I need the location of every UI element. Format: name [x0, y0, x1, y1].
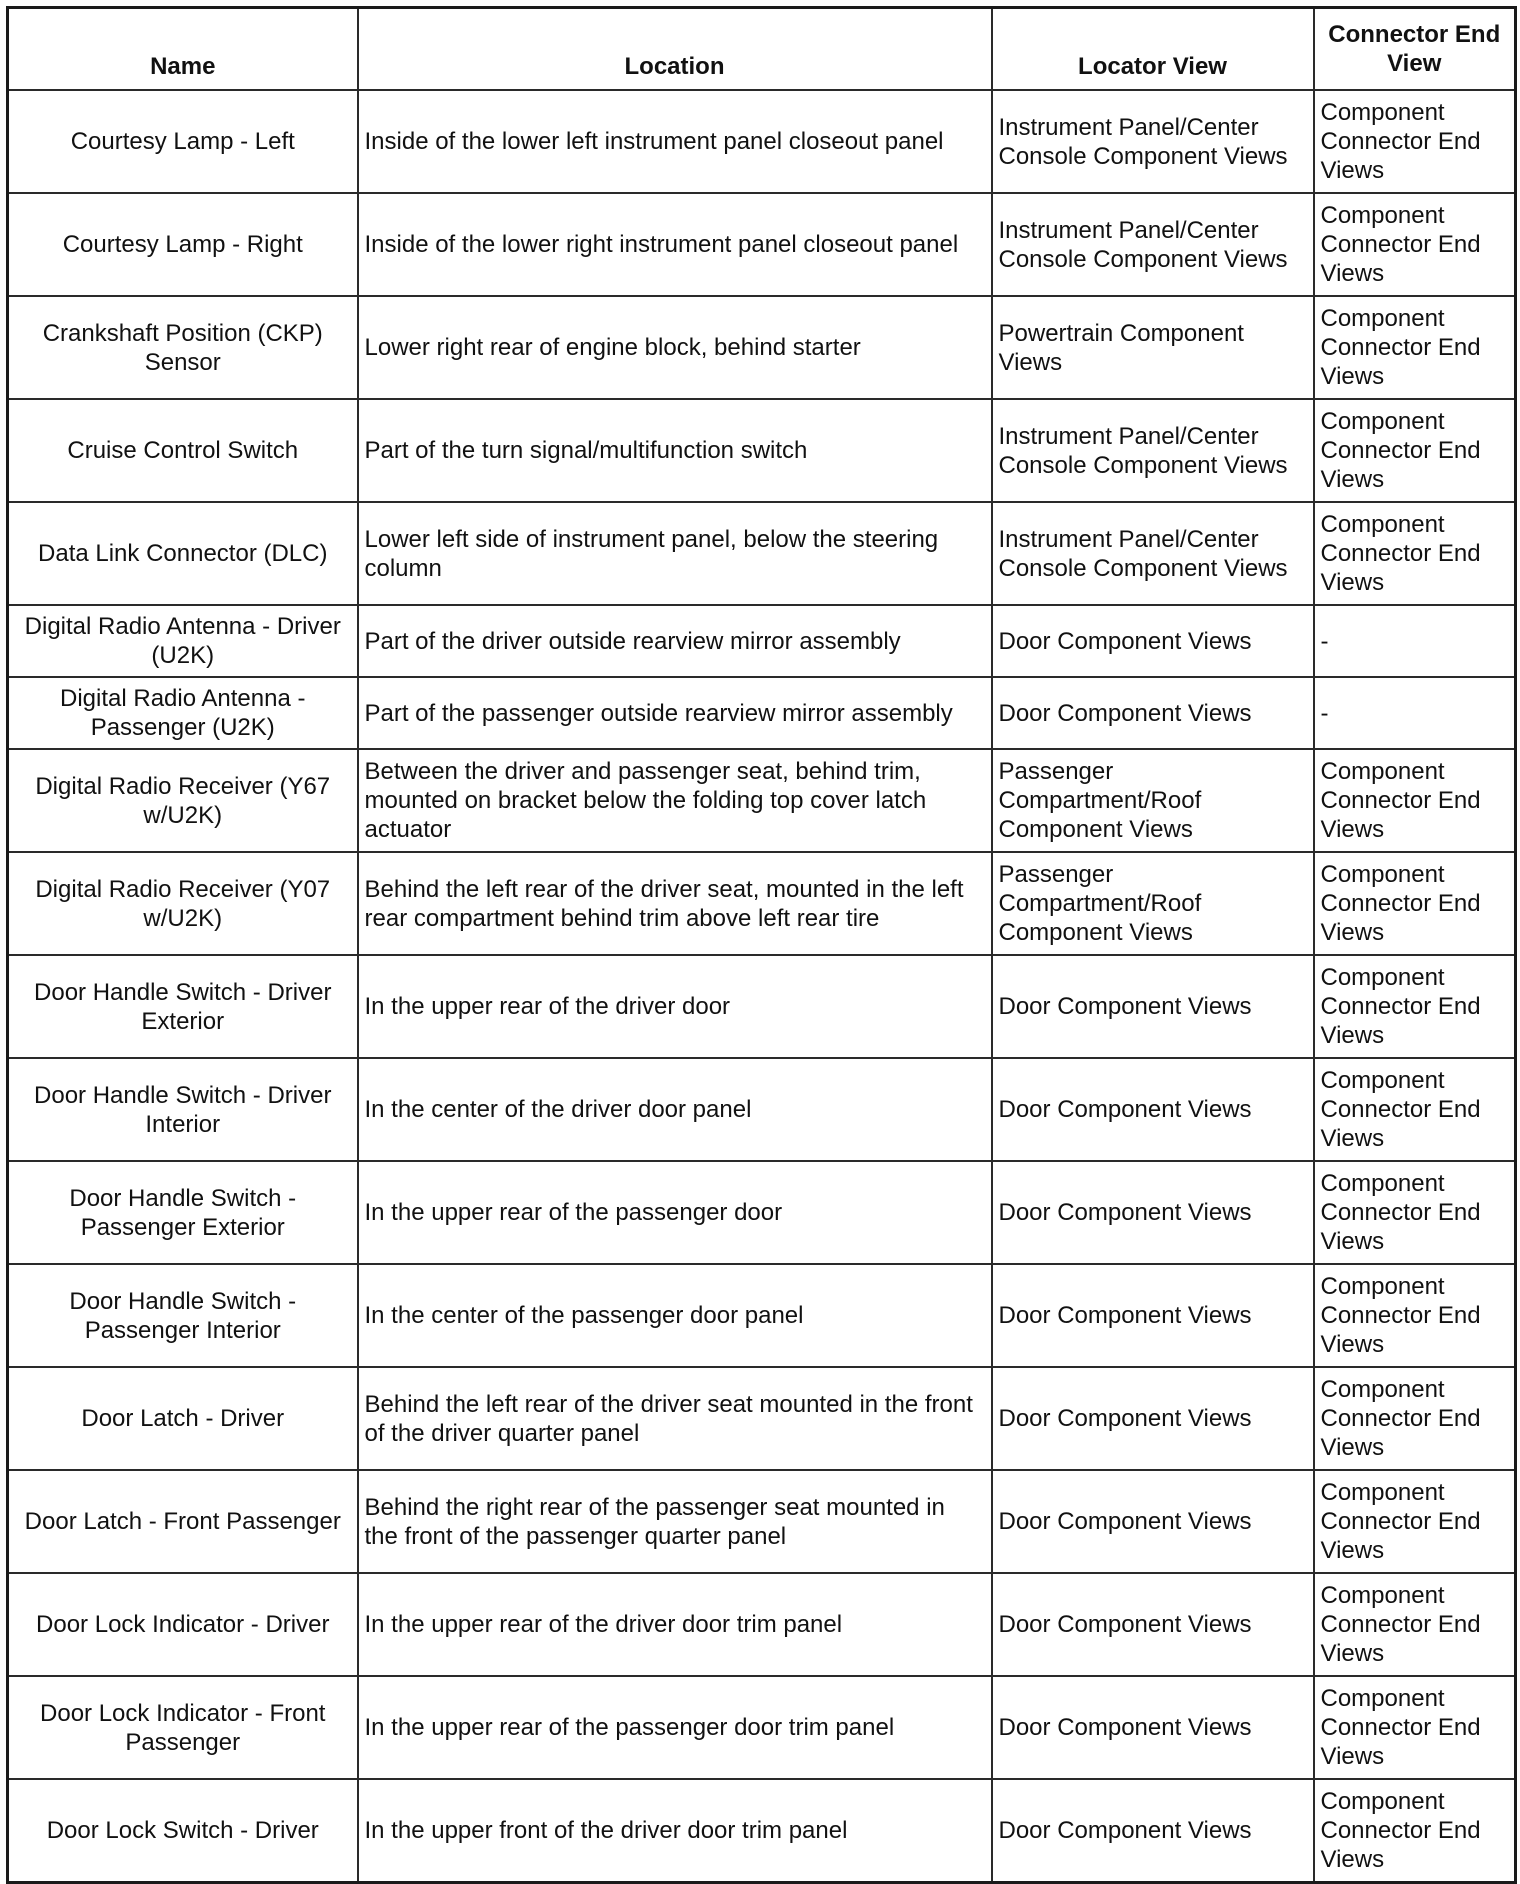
cell-name: Door Lock Indicator - Front Passenger	[8, 1676, 358, 1779]
table-row	[8, 1367, 1516, 1470]
cell-locator-view: Instrument Panel/Center Console Component Views	[992, 193, 1314, 296]
cell-name: Door Lock Indicator - Driver	[8, 1573, 358, 1676]
cell-connector-end-view: Component Connector End Views	[1314, 1676, 1516, 1779]
cell-name: Door Lock Switch - Driver	[8, 1779, 358, 1883]
table-row	[8, 1161, 1516, 1264]
cell-name: Crankshaft Position (CKP) Sensor	[8, 296, 358, 399]
cell-name: Courtesy Lamp - Right	[8, 193, 358, 296]
cell-connector-end-view: Component Connector End Views	[1314, 1264, 1516, 1367]
cell-locator-view: Door Component Views	[992, 955, 1314, 1058]
cell-location: Behind the left rear of the driver seat, mounted in the left rear compartment behind trim above left rear tire	[358, 852, 992, 955]
header-connector-end-view: Connector End View	[1314, 8, 1516, 91]
cell-location: Part of the driver outside rearview mirror assembly	[358, 605, 992, 677]
cell-locator-view: Door Component Views	[992, 1676, 1314, 1779]
cell-locator-view: Door Component Views	[992, 1779, 1314, 1883]
cell-locator-view: Instrument Panel/Center Console Component Views	[992, 90, 1314, 193]
cell-connector-end-view: Component Connector End Views	[1314, 1470, 1516, 1573]
cell-location: In the center of the passenger door panel	[358, 1264, 992, 1367]
cell-name: Door Latch - Driver	[8, 1367, 358, 1470]
cell-name: Data Link Connector (DLC)	[8, 502, 358, 605]
cell-connector-end-view: -	[1314, 677, 1516, 749]
table-row	[8, 1676, 1516, 1779]
cell-location: In the upper front of the driver door trim panel	[358, 1779, 992, 1883]
cell-location: In the upper rear of the driver door	[358, 955, 992, 1058]
cell-location: Inside of the lower right instrument panel closeout panel	[358, 193, 992, 296]
table-row	[8, 749, 1516, 852]
cell-connector-end-view: Component Connector End Views	[1314, 296, 1516, 399]
header-location: Location	[358, 8, 992, 91]
cell-locator-view: Passenger Compartment/Roof Component Views	[992, 749, 1314, 852]
cell-connector-end-view: Component Connector End Views	[1314, 1367, 1516, 1470]
cell-locator-view: Door Component Views	[992, 677, 1314, 749]
cell-location: Inside of the lower left instrument panel closeout panel	[358, 90, 992, 193]
cell-location: Behind the left rear of the driver seat mounted in the front of the driver quarter panel	[358, 1367, 992, 1470]
cell-name: Door Handle Switch - Passenger Interior	[8, 1264, 358, 1367]
cell-connector-end-view: Component Connector End Views	[1314, 90, 1516, 193]
cell-name: Door Latch - Front Passenger	[8, 1470, 358, 1573]
cell-connector-end-view: Component Connector End Views	[1314, 1058, 1516, 1161]
cell-connector-end-view: Component Connector End Views	[1314, 1161, 1516, 1264]
cell-locator-view: Door Component Views	[992, 605, 1314, 677]
cell-location: In the upper rear of the passenger door trim panel	[358, 1676, 992, 1779]
table-row	[8, 1779, 1516, 1883]
cell-name: Door Handle Switch - Driver Exterior	[8, 955, 358, 1058]
cell-connector-end-view: Component Connector End Views	[1314, 1573, 1516, 1676]
cell-connector-end-view: Component Connector End Views	[1314, 502, 1516, 605]
cell-connector-end-view: Component Connector End Views	[1314, 1779, 1516, 1883]
cell-location: Lower left side of instrument panel, below the steering column	[358, 502, 992, 605]
cell-connector-end-view: Component Connector End Views	[1314, 955, 1516, 1058]
cell-locator-view: Instrument Panel/Center Console Component Views	[992, 502, 1314, 605]
cell-locator-view: Door Component Views	[992, 1058, 1314, 1161]
cell-connector-end-view: Component Connector End Views	[1314, 749, 1516, 852]
cell-locator-view: Door Component Views	[992, 1367, 1314, 1470]
cell-name: Digital Radio Antenna - Driver (U2K)	[8, 605, 358, 677]
cell-locator-view: Door Component Views	[992, 1470, 1314, 1573]
cell-location: In the upper rear of the passenger door	[358, 1161, 992, 1264]
table-row	[8, 90, 1516, 193]
component-locator-table	[6, 6, 1517, 1884]
table-header-row	[8, 8, 1516, 91]
table-row	[8, 1470, 1516, 1573]
cell-locator-view: Instrument Panel/Center Console Component Views	[992, 399, 1314, 502]
header-locator-view: Locator View	[992, 8, 1314, 91]
component-locator-sheet	[6, 6, 1514, 1884]
cell-locator-view: Door Component Views	[992, 1264, 1314, 1367]
table-row	[8, 605, 1516, 677]
table-row	[8, 1058, 1516, 1161]
cell-connector-end-view: Component Connector End Views	[1314, 193, 1516, 296]
cell-location: Behind the right rear of the passenger seat mounted in the front of the passenger quarter panel	[358, 1470, 992, 1573]
cell-location: Between the driver and passenger seat, behind trim, mounted on bracket below the folding top cover latch actuator	[358, 749, 992, 852]
cell-locator-view: Door Component Views	[992, 1161, 1314, 1264]
table-row	[8, 399, 1516, 502]
cell-name: Digital Radio Receiver (Y07 w/U2K)	[8, 852, 358, 955]
cell-locator-view: Passenger Compartment/Roof Component Views	[992, 852, 1314, 955]
cell-location: In the center of the driver door panel	[358, 1058, 992, 1161]
cell-locator-view: Door Component Views	[992, 1573, 1314, 1676]
cell-name: Door Handle Switch - Driver Interior	[8, 1058, 358, 1161]
cell-location: Part of the turn signal/multifunction switch	[358, 399, 992, 502]
cell-locator-view: Powertrain Component Views	[992, 296, 1314, 399]
cell-connector-end-view: Component Connector End Views	[1314, 852, 1516, 955]
table-row	[8, 296, 1516, 399]
cell-name: Cruise Control Switch	[8, 399, 358, 502]
table-row	[8, 1573, 1516, 1676]
table-row	[8, 1264, 1516, 1367]
cell-connector-end-view: Component Connector End Views	[1314, 399, 1516, 502]
table-row	[8, 955, 1516, 1058]
cell-name: Digital Radio Receiver (Y67 w/U2K)	[8, 749, 358, 852]
cell-name: Courtesy Lamp - Left	[8, 90, 358, 193]
cell-location: In the upper rear of the driver door trim panel	[358, 1573, 992, 1676]
cell-name: Door Handle Switch - Passenger Exterior	[8, 1161, 358, 1264]
cell-name: Digital Radio Antenna - Passenger (U2K)	[8, 677, 358, 749]
header-name: Name	[8, 8, 358, 91]
cell-location: Part of the passenger outside rearview mirror assembly	[358, 677, 992, 749]
cell-connector-end-view: -	[1314, 605, 1516, 677]
table-row	[8, 502, 1516, 605]
table-row	[8, 193, 1516, 296]
cell-location: Lower right rear of engine block, behind starter	[358, 296, 992, 399]
table-row	[8, 852, 1516, 955]
table-row	[8, 677, 1516, 749]
